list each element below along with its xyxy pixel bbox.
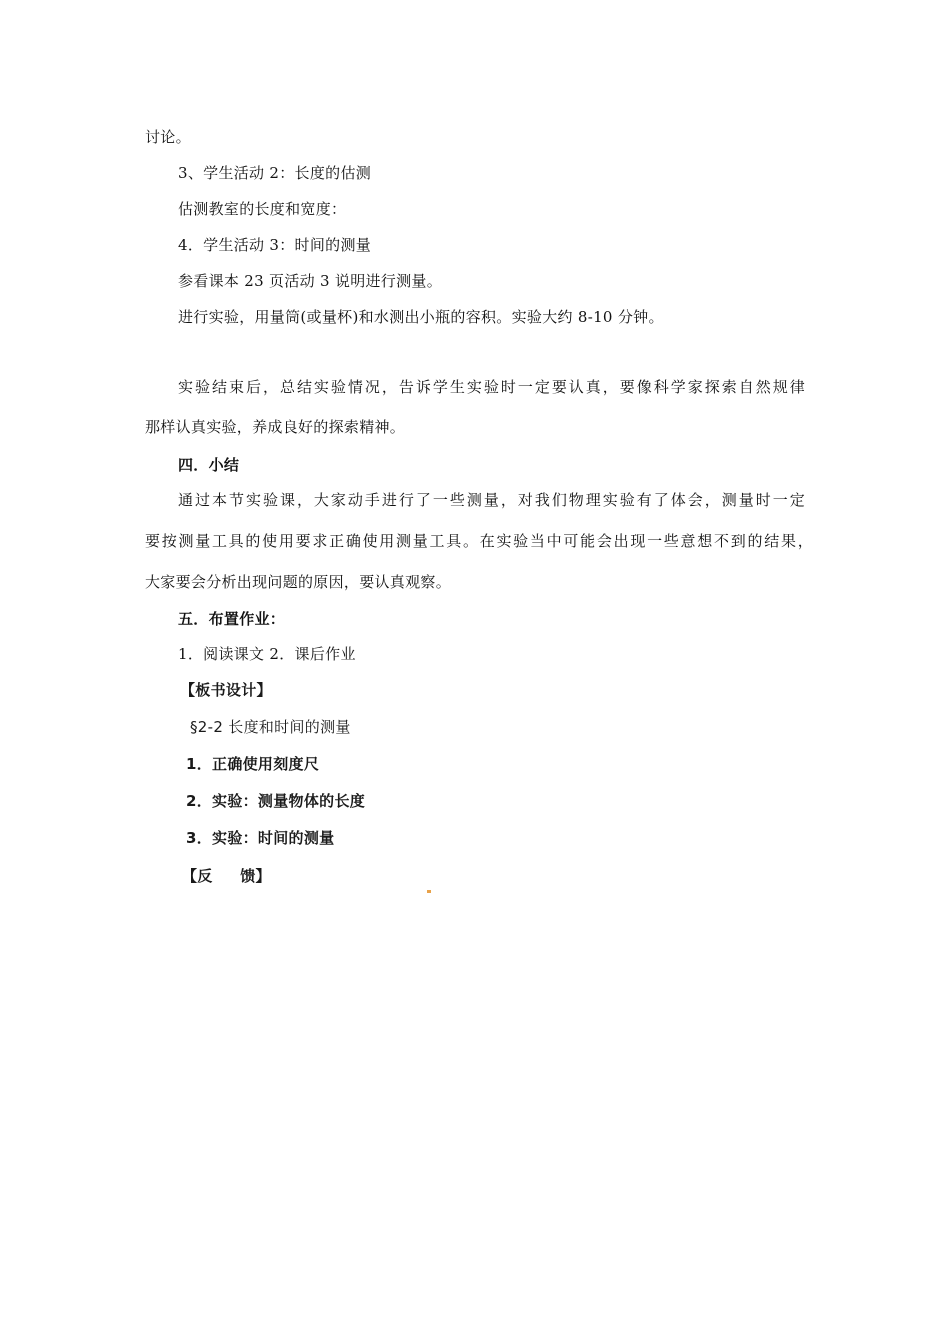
text-line-estimate-classroom: 估测教室的长度和宽度： <box>178 200 347 218</box>
summary-line-3: 大家要会分析出现问题的原因，要认真观察。 <box>145 573 452 591</box>
text-line-textbook-reference: 参看课本 23 页活动 3 说明进行测量。 <box>178 272 443 290</box>
board-design-heading: 【板书设计】 <box>180 681 272 699</box>
text-line-experiment: 进行实验，用量筒(或量杯)和水测出小瓶的容积。实验大约 8-10 分钟。 <box>178 308 664 326</box>
summary-line-2: 要按测量工具的使用要求正确使用测量工具。在实验当中可能会出现一些意想不到的结果， <box>145 532 813 550</box>
summary-line-1: 通过本节实验课，大家动手进行了一些测量，对我们物理实验有了体会，测量时一定 <box>178 491 805 509</box>
text-line-discussion: 讨论。 <box>145 128 191 146</box>
board-design-title: §2-2 长度和时间的测量 <box>190 718 351 736</box>
board-design-item-3: 3．实验：时间的测量 <box>186 829 335 847</box>
board-design-item-1: 1．正确使用刻度尺 <box>186 755 320 773</box>
orange-mark <box>427 890 431 893</box>
text-line-experiment-summary-2: 那样认真实验，养成良好的探索精神。 <box>145 418 406 436</box>
board-design-feedback: 【反 馈】 <box>182 867 271 885</box>
board-design-item-2: 2．实验：测量物体的长度 <box>186 792 366 810</box>
text-line-activity-3: 4．学生活动 3：时间的测量 <box>178 236 372 254</box>
homework-line: 1．阅读课文 2．课后作业 <box>178 645 356 663</box>
section-heading-summary: 四．小结 <box>178 456 240 474</box>
text-line-activity-2: 3、学生活动 2：长度的估测 <box>178 164 372 182</box>
text-line-experiment-summary-1: 实验结束后，总结实验情况，告诉学生实验时一定要认真，要像科学家探索自然规律 <box>178 378 805 396</box>
section-heading-homework: 五．布置作业： <box>178 610 286 628</box>
